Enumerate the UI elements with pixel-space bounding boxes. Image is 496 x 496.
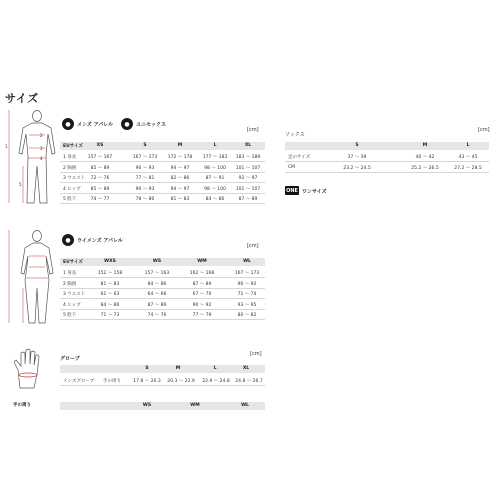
header-cell: EUサイズ: [63, 260, 83, 265]
mens-table-row: [60, 193, 265, 204]
row-cell: 101 〜 107: [235, 165, 261, 171]
row-cell: 157 〜 163: [144, 271, 170, 276]
womens-apparel-label: ウイメンズ アパレル: [77, 238, 123, 244]
row-cell: 93 〜 95: [237, 302, 257, 308]
row-cell: 71 〜 73: [100, 313, 120, 318]
gloves-row: [60, 375, 265, 386]
womens-apparel-icon: ●: [62, 234, 74, 246]
row-cell: 4 ヒップ: [63, 186, 81, 192]
row-cell: 167 〜 173: [132, 155, 158, 160]
row-cell: 17.8 〜 20.3: [133, 379, 161, 384]
figure-marker: 4: [40, 156, 43, 161]
row-cell: 84 〜 86: [100, 302, 120, 308]
header-cell: L: [466, 143, 470, 148]
header-cell: EUサイズ: [63, 144, 83, 149]
row-cell: 23.2 〜 24.5: [343, 165, 371, 171]
socks-table-row: [285, 162, 489, 173]
row-cell: 72 〜 76: [90, 176, 110, 181]
mens-apparel-label: メンズ アパレル: [77, 122, 114, 128]
header-cell: WS: [152, 259, 162, 264]
figure-marker: 3: [40, 146, 43, 151]
figure-marker: 1: [5, 144, 8, 149]
page-title: サイズ: [5, 92, 39, 105]
row-cell: メンズグローブ: [63, 379, 95, 384]
row-cell: 1 身長: [63, 271, 77, 276]
row-cell: 5 股下: [63, 197, 77, 202]
socks-table-row: [285, 151, 489, 162]
row-cell: 183 〜 189: [235, 155, 261, 160]
header-cell: L: [213, 366, 217, 371]
row-cell: 2 胸囲: [63, 165, 77, 171]
row-cell: CM: [288, 164, 296, 170]
row-cell: 67 〜 70: [192, 292, 212, 297]
header-cell: XS: [96, 143, 104, 148]
one-size-badge: ONE: [286, 187, 298, 194]
womens-body-figure: [5, 228, 55, 328]
womens-unit: [cm]: [247, 243, 259, 249]
one-size-label: ワンサイズ: [302, 189, 327, 195]
womens-table-row: [60, 309, 265, 320]
row-cell: 94 〜 97: [170, 186, 190, 192]
row-cell: 74 〜 76: [147, 313, 167, 318]
mens-apparel-icon: ●: [62, 118, 74, 130]
row-cell: 87 〜 89: [147, 302, 167, 308]
row-cell: 1 身長: [63, 155, 77, 160]
womens-table-row: [60, 278, 265, 289]
row-cell: 64 〜 66: [147, 292, 167, 297]
mens-table-row: [60, 151, 265, 162]
row-cell: 77 〜 79: [192, 313, 212, 318]
row-cell: 85 〜 89: [90, 186, 110, 192]
row-cell: 94 〜 97: [170, 165, 190, 171]
row-cell: 87 〜 89: [238, 197, 258, 202]
row-cell: 22.9 〜 24.8: [202, 379, 230, 384]
row-cell: 81 〜 83: [170, 197, 190, 202]
womens-table-row: [60, 299, 265, 310]
row-cell: 152 〜 158: [97, 271, 123, 276]
gloves-unit: [cm]: [250, 351, 262, 357]
header-cell: WXS: [104, 259, 116, 264]
row-cell: 101 〜 107: [235, 186, 261, 192]
unisex-icon: ●: [121, 118, 133, 130]
mens-table-row: [60, 172, 265, 183]
header-cell: XL: [244, 143, 252, 148]
hand-figure: [12, 348, 44, 396]
unisex-label: ユニセックス: [136, 122, 166, 128]
gloves-label: グローブ: [60, 356, 80, 362]
header-cell: WL: [241, 403, 249, 408]
row-cell: 157 〜 167: [87, 155, 113, 160]
row-cell: 27.2 〜 28.5: [454, 165, 482, 171]
row-cell: 90 〜 92: [237, 281, 257, 287]
figure-marker: 5: [19, 182, 22, 187]
row-cell: 3 ウエスト: [63, 292, 86, 297]
row-cell: 手の周り: [103, 379, 121, 384]
row-cell: 24.8 〜 26.7: [235, 379, 263, 384]
mens-body-figure: [5, 108, 55, 208]
mens-table-row: [60, 162, 265, 173]
row-cell: 4 ヒップ: [63, 302, 81, 308]
header-cell: L: [213, 143, 217, 148]
header-cell: S: [143, 143, 147, 148]
row-cell: 87 〜 89: [192, 281, 212, 287]
row-cell: 43 〜 45: [458, 155, 478, 160]
row-cell: 177 〜 183: [202, 155, 228, 160]
row-cell: 25.2 〜 26.5: [411, 165, 439, 171]
header-cell: M: [422, 143, 428, 148]
row-cell: 90 〜 93: [135, 165, 155, 171]
socks-label: ソックス: [285, 132, 305, 138]
row-cell: 82 〜 86: [170, 176, 190, 181]
header-cell: M: [177, 143, 183, 148]
header-cell: WM: [190, 403, 200, 408]
header-cell: WL: [243, 259, 251, 264]
row-cell: 40 〜 42: [415, 155, 435, 160]
row-cell: 足のサイズ: [288, 155, 311, 160]
womens-table-row: [60, 288, 265, 299]
row-cell: 84 〜 86: [147, 281, 167, 287]
socks-table-header: [285, 142, 489, 150]
womens-gloves-header: [60, 402, 265, 410]
row-cell: 78 〜 80: [135, 197, 155, 202]
figure-marker: 2: [40, 133, 43, 138]
header-cell: S: [145, 366, 149, 371]
row-cell: 162 〜 168: [189, 271, 215, 276]
row-cell: 87 〜 91: [205, 176, 225, 181]
mens-table-row: [60, 183, 265, 194]
mens-unit: [cm]: [247, 127, 259, 133]
header-cell: WM: [197, 259, 207, 264]
header-cell: WS: [142, 403, 152, 408]
row-cell: 61 〜 63: [100, 292, 120, 297]
row-cell: 172 〜 178: [167, 155, 193, 160]
row-cell: 37 〜 39: [347, 155, 367, 160]
row-cell: 80 〜 82: [237, 313, 257, 318]
row-cell: 77 〜 81: [135, 176, 155, 181]
row-cell: 3 ウエスト: [63, 176, 86, 181]
row-cell: 81 〜 83: [100, 281, 120, 287]
gloves-table-header: [60, 365, 265, 373]
header-cell: XL: [242, 366, 250, 371]
row-cell: 90 〜 93: [135, 186, 155, 192]
row-cell: 20.3 〜 22.9: [167, 379, 195, 384]
row-cell: 90 〜 92: [192, 302, 212, 308]
header-cell: M: [175, 366, 181, 371]
mens-table-header: [60, 142, 265, 150]
row-cell: 98 〜 100: [204, 186, 226, 192]
womens-table-row: [60, 267, 265, 278]
row-cell: 71 〜 74: [237, 292, 257, 297]
header-cell: S: [355, 143, 359, 148]
row-cell: 167 〜 173: [234, 271, 260, 276]
row-cell: 2 胸囲: [63, 281, 77, 287]
socks-unit: [cm]: [478, 127, 490, 133]
row-cell: 74 〜 77: [90, 197, 110, 202]
row-cell: 5 股下: [63, 313, 77, 318]
hand-caption: 手の周り: [13, 403, 31, 408]
row-cell: 92 〜 97: [238, 176, 258, 181]
womens-table-header: [60, 258, 265, 266]
row-cell: 84 〜 86: [205, 197, 225, 202]
row-cell: 98 〜 100: [204, 165, 226, 171]
row-cell: 85 〜 89: [90, 165, 110, 171]
